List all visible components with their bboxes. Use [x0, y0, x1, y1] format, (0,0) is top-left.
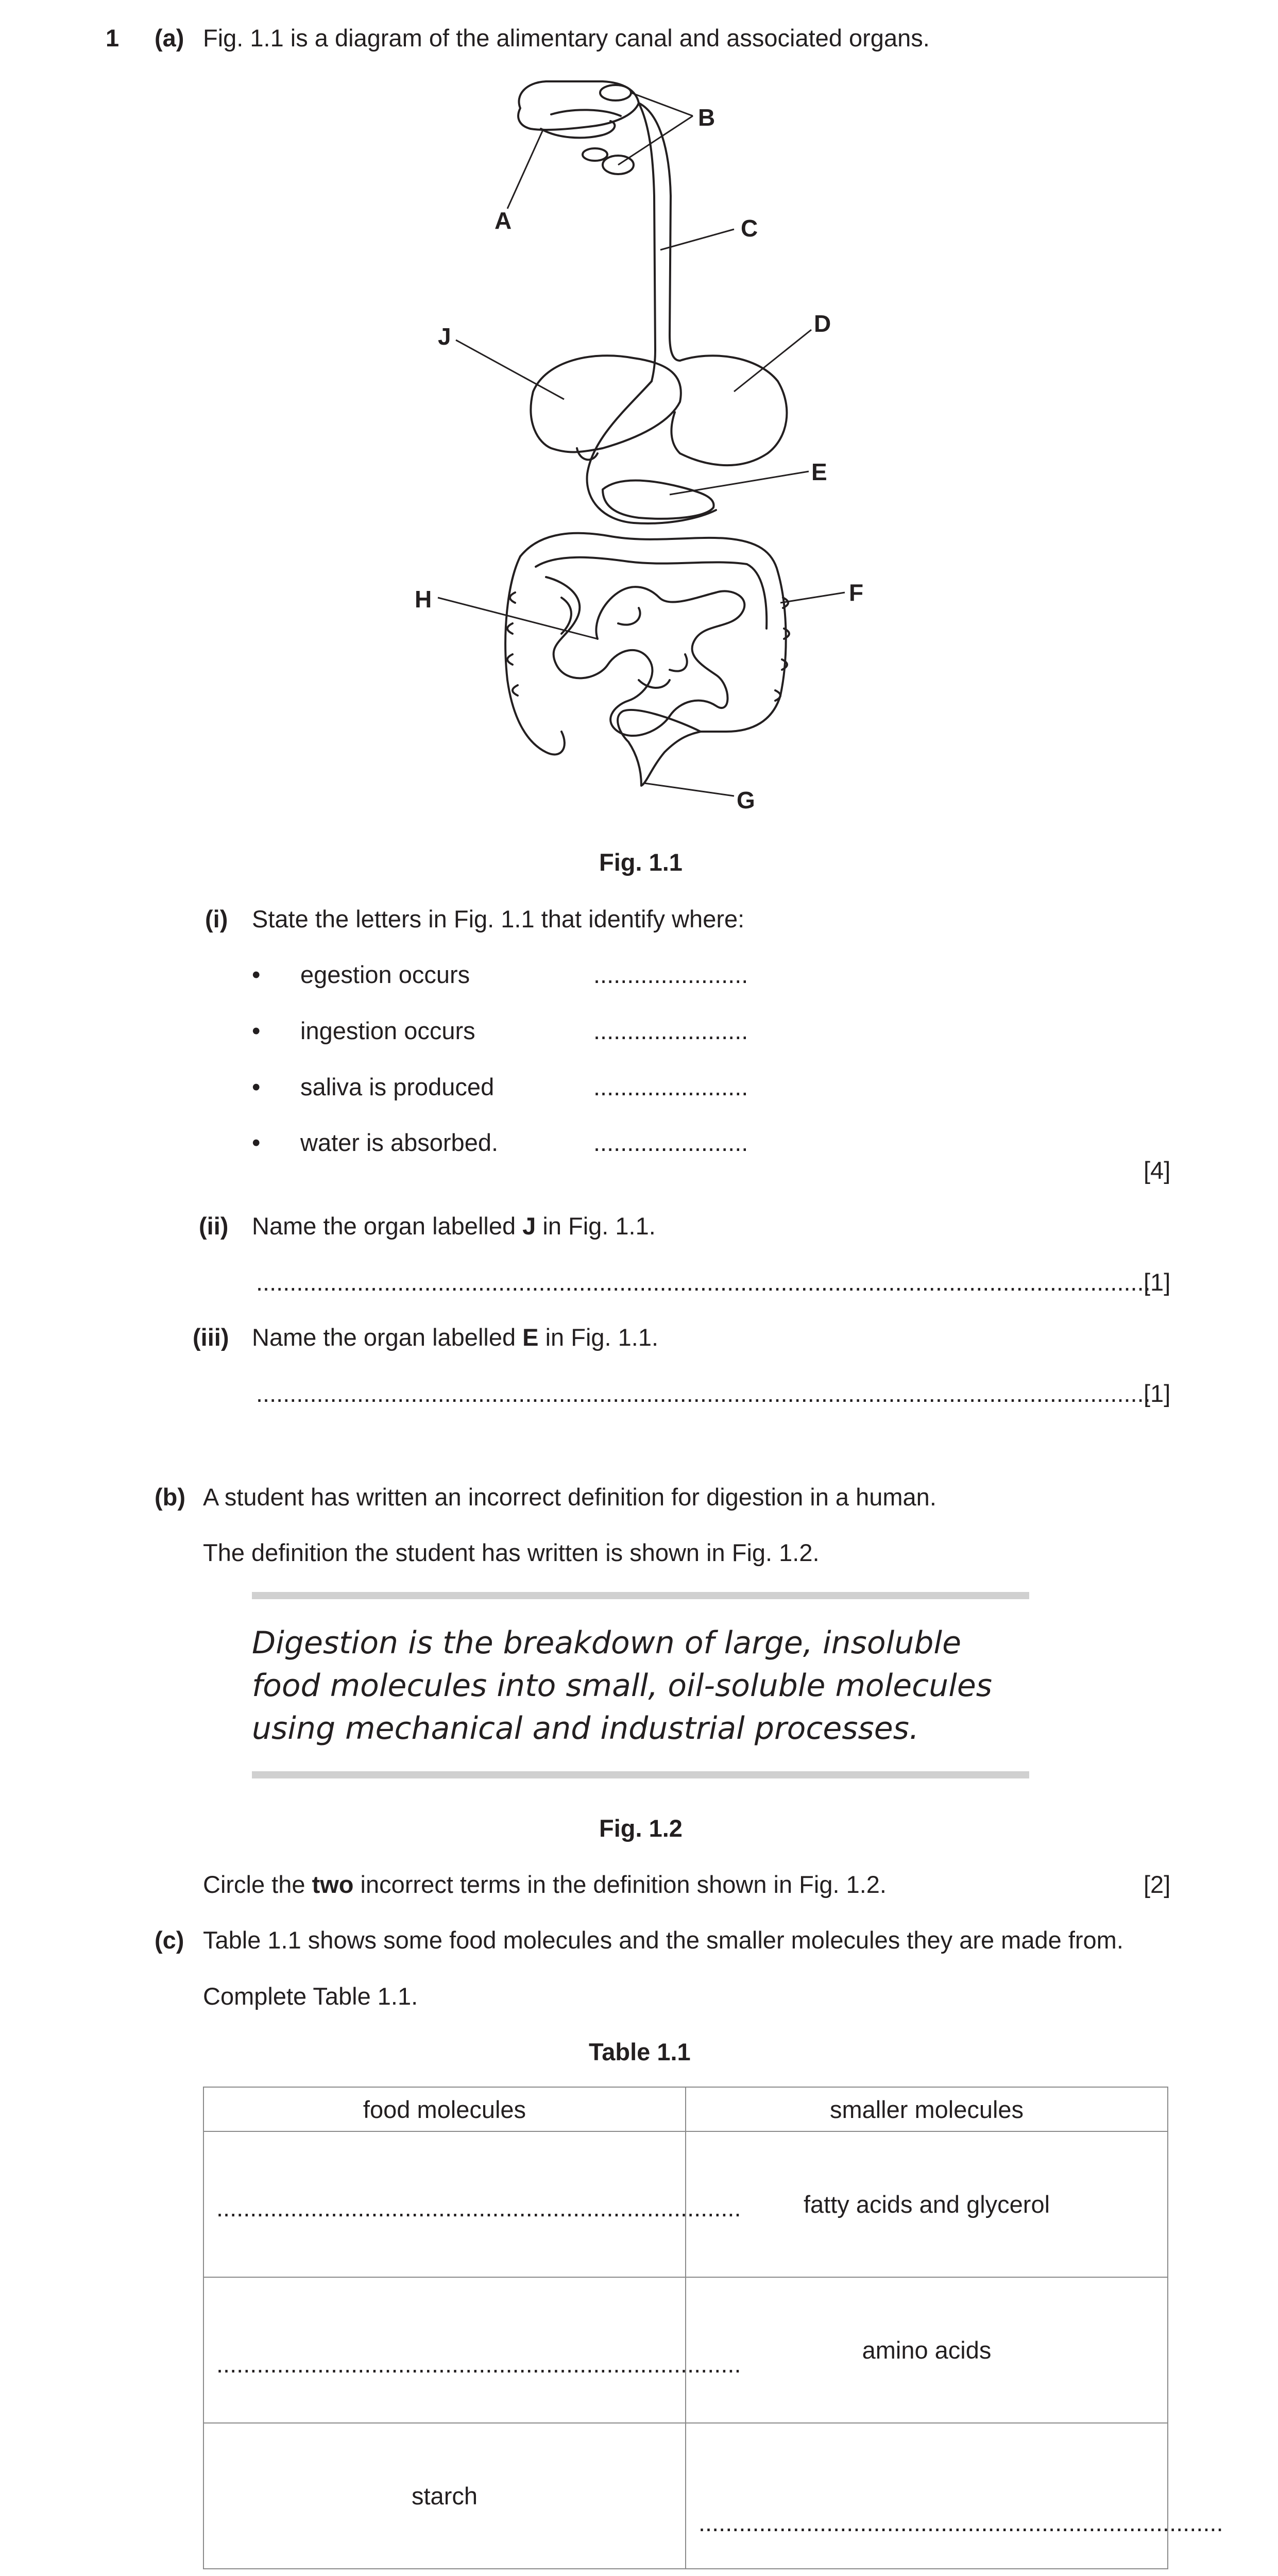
answer-line-ingestion[interactable]: .......................	[593, 1017, 748, 1044]
header-food-molecules: food molecules	[203, 2087, 686, 2131]
leader-j	[456, 340, 564, 399]
header-smaller-molecules: smaller molecules	[686, 2087, 1168, 2131]
leader-f	[780, 592, 845, 603]
part-a-label: (a)	[155, 24, 184, 52]
marks-a-iii: [1]	[1144, 1380, 1171, 1407]
transverse-colon	[520, 533, 778, 572]
figure-label-a: A	[495, 207, 512, 234]
figure-label-e: E	[811, 459, 827, 485]
bullet: •	[252, 1073, 261, 1100]
mouth-outline	[518, 81, 639, 130]
figure-label-j: J	[438, 323, 451, 350]
table-cell-answer[interactable]: ..............................................................................	[203, 2131, 686, 2277]
part-a-iii-label: (iii)	[193, 1324, 229, 1351]
answer-line-egestion[interactable]: .......................	[593, 961, 748, 988]
figure-1-1-caption: Fig. 1.1	[599, 849, 683, 876]
oesophagus-right	[639, 103, 680, 361]
figure-label-c: C	[741, 215, 758, 242]
table-row	[203, 2423, 1168, 2569]
pancreas-outline	[603, 481, 714, 519]
table-row	[203, 2277, 1168, 2423]
item-ingestion: ingestion occurs	[300, 1017, 475, 1044]
bullet: •	[252, 1017, 261, 1044]
figure-label-f: F	[849, 579, 864, 606]
leader-h	[438, 598, 598, 639]
definition-box	[252, 1592, 1029, 1778]
part-a-intro: Fig. 1.1 is a diagram of the alimentary canal and associated organs.	[203, 24, 930, 52]
leader-e	[670, 471, 809, 495]
part-a-ii-prompt: Name the organ labelled J in Fig. 1.1.	[252, 1212, 656, 1240]
table-1-1-caption: Table 1.1	[589, 2038, 691, 2065]
descending-colon	[701, 572, 786, 732]
answer-line-j[interactable]: .....................................................................................................................................	[256, 1268, 1151, 1296]
item-saliva: saliva is produced	[300, 1073, 495, 1100]
figure-1-2-caption: Fig. 1.2	[599, 1815, 683, 1842]
figure-label-h: H	[415, 586, 432, 613]
table-header-row	[203, 2087, 1168, 2131]
table-cell: amino acids	[686, 2277, 1168, 2423]
upper-jaw-line	[551, 110, 621, 116]
marks-b: [2]	[1144, 1871, 1171, 1898]
marks-a-ii: [1]	[1144, 1268, 1171, 1296]
answer-line-water[interactable]: .......................	[593, 1129, 748, 1156]
leader-g	[644, 783, 734, 796]
part-b-line2: The definition the student has written is shown in Fig. 1.2.	[203, 1539, 820, 1566]
answer-line-e[interactable]: .....................................................................................................................................	[256, 1380, 1151, 1407]
part-a-ii-label: (ii)	[199, 1212, 229, 1240]
item-egestion: egestion occurs	[300, 961, 470, 988]
table-cell-answer[interactable]: ..............................................................................	[686, 2423, 1168, 2569]
stomach-outline	[671, 355, 787, 465]
figure-label-d: D	[814, 310, 831, 337]
part-a-iii-prompt: Name the organ labelled E in Fig. 1.1.	[252, 1324, 659, 1351]
food-molecules-table	[203, 2087, 1223, 2569]
ascending-colon	[505, 556, 565, 754]
part-a-i-prompt: State the letters in Fig. 1.1 that identify where:	[252, 905, 745, 933]
item-water: water is absorbed.	[300, 1129, 499, 1156]
figure-label-b: B	[698, 104, 715, 131]
part-c-label: (c)	[155, 1926, 184, 1954]
figure-label-g: G	[737, 787, 755, 814]
part-b-line1: A student has written an incorrect definition for digestion in a human.	[203, 1483, 936, 1511]
leader-b-2	[618, 116, 693, 165]
table-cell: fatty acids and glycerol	[686, 2131, 1168, 2277]
quote-bottom-rule	[252, 1771, 1029, 1778]
definition-text[interactable]: Digestion is the breakdown of large, insoluble food molecules into small, oil-soluble molecules using mechanical and industrial processes.	[252, 1625, 993, 1747]
quote-top-rule	[252, 1592, 1029, 1599]
oesophagus-left	[639, 103, 655, 381]
bullet: •	[252, 1129, 261, 1156]
question-number: 1	[106, 24, 120, 52]
bullet: •	[252, 961, 261, 988]
answer-line-saliva[interactable]: .......................	[593, 1073, 748, 1100]
table-row	[203, 2131, 1168, 2277]
liver-outline	[531, 355, 680, 452]
part-c-line2: Complete Table 1.1.	[203, 1982, 418, 2010]
leader-a	[507, 129, 543, 209]
salivary-gland-2	[583, 148, 607, 161]
part-b-label: (b)	[155, 1483, 186, 1511]
marks-a-i: [4]	[1144, 1157, 1171, 1184]
part-b-instruction: Circle the two incorrect terms in the definition shown in Fig. 1.2.	[203, 1871, 887, 1898]
table-cell: starch	[203, 2423, 686, 2569]
table-cell-answer[interactable]: ..............................................................................	[203, 2277, 686, 2423]
part-c-line1: Table 1.1 shows some food molecules and the smaller molecules they are made from.	[203, 1926, 1123, 1954]
part-a-i-label: (i)	[205, 905, 228, 933]
salivary-gland-1	[600, 85, 631, 100]
alimentary-canal-diagram	[479, 67, 855, 819]
rectum	[618, 710, 701, 786]
